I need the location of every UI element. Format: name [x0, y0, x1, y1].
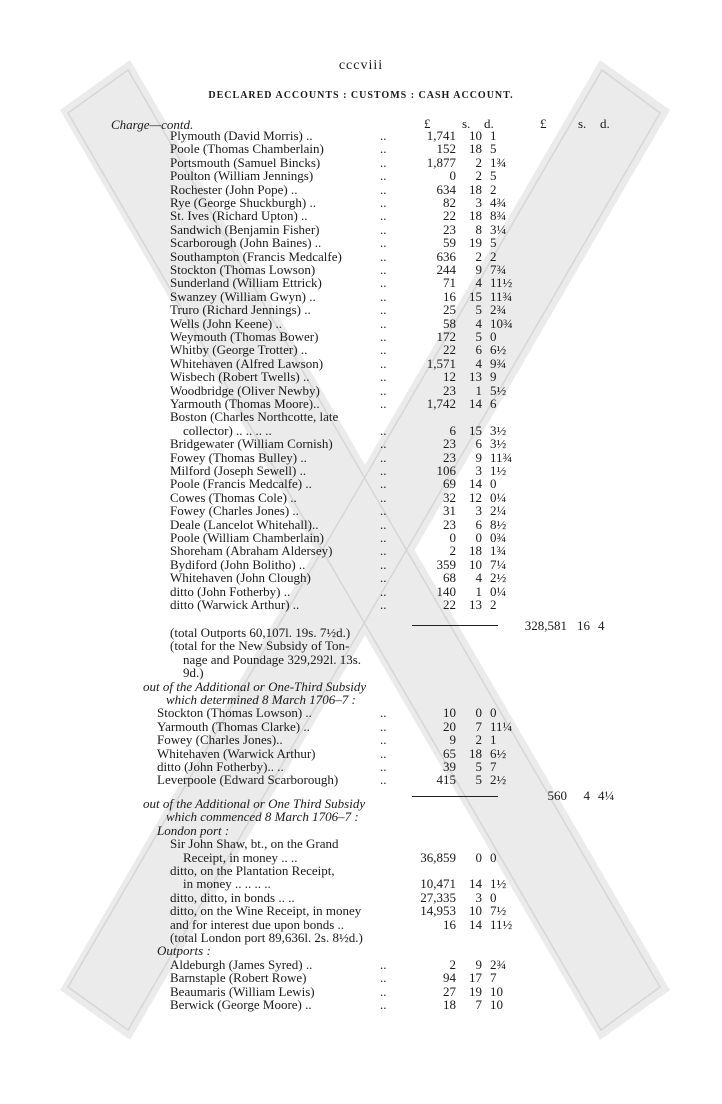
shillings-value: 13 [469, 369, 482, 385]
leader-dots: .. [380, 759, 387, 774]
entry-name: collector) .. .. .. .. [183, 422, 272, 438]
leader-dots: .. [380, 342, 387, 358]
entry-name: Leverpoole (Edward Scarborough) [157, 772, 339, 788]
pounds-value: 16 [443, 916, 456, 932]
pounds-value: 9 [449, 732, 456, 748]
leader-dots: .. [380, 556, 387, 572]
pence-value: 2¼ [490, 503, 507, 519]
pounds-value: 634 [436, 181, 456, 197]
shillings-value: 2 [475, 732, 482, 748]
entry-name: Barnstaple (Robert Rowe) [170, 970, 307, 986]
pence-value: 0 [490, 705, 497, 721]
leader-dots: .. [380, 516, 387, 532]
column-header-pence-total: d. [600, 116, 610, 131]
pence-value: 1¾ [490, 154, 507, 170]
pence-value: 5 [490, 141, 497, 157]
pounds-value: 140 [436, 583, 456, 599]
entry-name: in money .. .. .. .. [183, 876, 271, 892]
leader-dots: .. [380, 422, 387, 438]
pounds-value: 0 [449, 530, 456, 545]
leader-dots: .. [380, 530, 387, 545]
shillings-value: 0 [475, 705, 482, 721]
entry-name: Plymouth (David Morris) .. [170, 128, 313, 143]
entry-name: Wells (John Keene) .. [170, 315, 282, 331]
total-rule [412, 796, 498, 797]
pence-value: 2½ [490, 772, 507, 788]
entry-name: ditto, ditto, in bonds .. .. [170, 889, 295, 905]
section-heading: out of the Additional or One Third Subsidy [143, 796, 366, 811]
pence-value: 6 [490, 396, 497, 411]
pounds-value: 23 [443, 382, 456, 398]
shillings-value: 18 [469, 141, 482, 157]
leader-dots: .. [380, 956, 387, 972]
pounds-value: 18 [443, 997, 456, 1012]
pounds-value: 0 [449, 168, 456, 184]
total-note: (total London port 89,636l. 2s. 8½d.) [170, 930, 363, 945]
total-note: (total Outports 60,107l. 19s. 7½d.) [170, 625, 351, 640]
shillings-value: 3 [475, 889, 482, 905]
entry-name: ditto (John Fotherby) .. [170, 583, 291, 599]
pounds-value: 69 [443, 476, 456, 492]
pence-value: 2 [490, 181, 497, 197]
pounds-value: 68 [443, 570, 456, 586]
pounds-value: 27,335 [420, 889, 456, 905]
entry-name: Sunderland (William Ettrick) [170, 275, 322, 291]
pounds-value: 36,859 [420, 849, 456, 865]
pounds-value: 23 [443, 436, 456, 452]
pounds-value: 2 [449, 956, 456, 972]
column-header-shillings-total: s. [578, 116, 587, 131]
pence-value: 6½ [490, 745, 507, 761]
shillings-value: 5 [475, 302, 482, 318]
pounds-value: 22 [443, 342, 456, 358]
pence-value: 2¾ [490, 956, 507, 972]
shillings-value: 10 [469, 556, 482, 572]
entry-name: Milford (Joseph Sewell) .. [170, 463, 307, 478]
entry-name: Stockton (Thomas Lowson) .. [157, 705, 312, 721]
entry-name: Wisbech (Robert Twells) .. [170, 369, 310, 385]
entry-name: Poole (Francis Medcalfe) .. [170, 476, 312, 492]
leader-dots: .. [380, 355, 387, 371]
pounds-value: 71 [443, 275, 456, 291]
shillings-value: 7 [475, 718, 482, 734]
entry-name: Scarborough (John Baines) .. [170, 235, 322, 251]
shillings-value: 8 [475, 221, 482, 237]
shillings-value: 5 [475, 772, 482, 788]
total-note: 9d.) [183, 665, 204, 681]
shillings-value: 19 [469, 235, 482, 251]
leader-dots: .. [380, 396, 387, 411]
pence-value: 1½ [490, 876, 507, 892]
shillings-value: 4 [475, 315, 482, 331]
pounds-value: 23 [443, 516, 456, 532]
entry-name: Receipt, in money .. .. [183, 849, 298, 865]
pence-value: 9¾ [490, 355, 507, 371]
leader-dots: .. [380, 983, 387, 999]
leader-dots: .. [380, 489, 387, 505]
pounds-value: 2 [449, 543, 456, 559]
entry-name: St. Ives (Richard Upton) .. [170, 208, 308, 224]
entry-name: Rochester (John Pope) .. [170, 181, 298, 197]
leader-dots: .. [380, 262, 387, 277]
pence-value: 0 [490, 476, 497, 492]
pounds-value: 39 [443, 759, 456, 774]
entry-name: Whitehaven (John Clough) [170, 570, 311, 586]
shillings-value: 9 [475, 449, 482, 465]
pence-value: 1¾ [490, 543, 507, 559]
leader-dots: .. [380, 154, 387, 170]
leader-dots: .. [380, 583, 387, 599]
shillings-value: 1 [475, 583, 482, 599]
entry-name: Cowes (Thomas Cole) .. [170, 489, 297, 505]
leader-dots: .. [380, 195, 387, 210]
column-header-pounds-total: £ [540, 116, 547, 131]
shillings-value: 17 [469, 970, 482, 986]
entry-name: Whitehaven (Warwick Arthur) [157, 745, 316, 761]
pence-value: 10¾ [490, 315, 513, 331]
pence-value: 8¾ [490, 208, 507, 224]
pence-value: 0 [490, 889, 497, 905]
entry-name: ditto (John Fotherby).. .. [157, 759, 284, 774]
leader-dots: .. [380, 732, 387, 748]
pounds-value: 328,581 [524, 618, 567, 634]
pence-value: 7 [490, 970, 497, 986]
shillings-value: 4 [583, 787, 590, 803]
entry-name: Fowey (Charles Jones).. [157, 732, 283, 748]
entry-name: ditto (Warwick Arthur) .. [170, 597, 300, 612]
leader-dots: .. [380, 970, 387, 986]
pounds-value: 32 [443, 489, 456, 505]
pence-value: 5 [490, 235, 497, 251]
shillings-value: 13 [469, 597, 482, 612]
pounds-value: 1,742 [426, 396, 456, 411]
pence-value: 11¾ [490, 288, 513, 304]
entry-name: Southampton (Francis Medcalfe) [170, 248, 342, 264]
pounds-value: 106 [436, 463, 456, 478]
entry-name: ditto, on the Plantation Receipt, [170, 863, 335, 878]
shillings-value: 5 [475, 329, 482, 344]
entry-name: Poole (Thomas Chamberlain) [170, 141, 324, 157]
shillings-value: 10 [469, 128, 482, 143]
entry-name: Fowey (Thomas Bulley) .. [170, 449, 307, 465]
pence-value: 9 [490, 369, 497, 385]
pounds-value: 359 [436, 556, 456, 572]
page-number: cccviii [338, 58, 384, 73]
pence-value: 2 [490, 597, 497, 612]
pence-value: 3½ [490, 436, 507, 452]
pence-value: 11¼ [490, 718, 513, 734]
leader-dots: .. [380, 745, 387, 761]
pounds-value: 58 [443, 315, 456, 331]
pounds-value: 152 [436, 141, 456, 157]
pounds-value: 94 [443, 970, 456, 986]
shillings-value: 3 [475, 195, 482, 210]
pence-value: 11½ [490, 916, 513, 932]
entry-name: Weymouth (Thomas Bower) [170, 329, 319, 344]
entry-name: Bridgewater (William Cornish) [170, 436, 333, 452]
column-header-pence: d. [484, 116, 494, 131]
pence-value: 0¾ [490, 530, 507, 545]
shillings-value: 4 [475, 355, 482, 371]
pounds-value: 82 [443, 195, 456, 210]
entry-name: Sir John Shaw, bt., on the Grand [170, 836, 339, 852]
pence-value: 6½ [490, 342, 507, 358]
shillings-value: 9 [475, 262, 482, 277]
shillings-value: 18 [469, 543, 482, 559]
pence-value: 8½ [490, 516, 507, 532]
pounds-value: 10,471 [420, 876, 456, 892]
shillings-value: 15 [469, 288, 482, 304]
pence-value: 1 [490, 732, 497, 748]
entry-name: Boston (Charles Northcotte, late [170, 409, 339, 425]
section-heading: which commenced 8 March 1706–7 : [166, 809, 359, 825]
shillings-value: 0 [475, 849, 482, 865]
pence-value: 0¼ [490, 489, 507, 505]
leader-dots: .. [380, 718, 387, 734]
pence-value: 0 [490, 329, 497, 344]
shillings-value: 4 [475, 570, 482, 586]
pounds-value: 23 [443, 449, 456, 465]
entry-name: and for interest due upon bonds .. [170, 916, 345, 932]
entry-name: Swanzey (William Gwyn) .. [170, 288, 316, 304]
shillings-value: 2 [475, 168, 482, 184]
shillings-value: 6 [475, 342, 482, 358]
entry-name: Rye (George Shuckburgh) .. [170, 195, 316, 210]
leader-dots: .. [380, 369, 387, 385]
leader-dots: .. [380, 221, 387, 237]
leader-dots: .. [380, 772, 387, 788]
pence-value: 2¾ [490, 302, 507, 318]
pence-value: 7½ [490, 903, 507, 919]
pounds-value: 1,741 [426, 128, 456, 143]
pounds-value: 172 [436, 329, 456, 344]
leader-dots: .. [380, 543, 387, 559]
pence-value: 4¼ [598, 787, 615, 803]
leader-dots: .. [380, 315, 387, 331]
pounds-value: 31 [443, 503, 456, 519]
leader-dots: .. [380, 248, 387, 264]
shillings-value: 18 [469, 208, 482, 224]
pounds-value: 65 [443, 745, 456, 761]
leader-dots: .. [380, 503, 387, 519]
entry-name: Sandwich (Benjamin Fisher) [170, 221, 320, 237]
leader-dots: .. [380, 329, 387, 344]
pence-value: 7 [490, 759, 497, 774]
shillings-value: 6 [475, 436, 482, 452]
pence-value: 2½ [490, 570, 507, 586]
entry-name: Yarmouth (Thomas Moore).. [170, 396, 320, 411]
shillings-value: 0 [475, 530, 482, 545]
leader-dots: .. [380, 275, 387, 291]
entry-name: Portsmouth (Samuel Bincks) [170, 154, 321, 170]
entry-name: Beaumaris (William Lewis) [170, 983, 315, 999]
shillings-value: 10 [469, 903, 482, 919]
shillings-value: 7 [475, 997, 482, 1012]
leader-dots: .. [380, 997, 387, 1012]
section-heading: Outports : [157, 943, 211, 959]
leader-dots: .. [380, 570, 387, 586]
shillings-value: 16 [577, 618, 590, 634]
pence-value: 7¾ [490, 262, 507, 277]
entry-name: Truro (Richard Jennings) .. [170, 302, 311, 318]
column-header-pounds: £ [424, 116, 431, 131]
leader-dots: .. [380, 181, 387, 197]
pence-value: 11½ [490, 275, 513, 291]
shillings-value: 15 [469, 422, 482, 438]
shillings-value: 4 [475, 275, 482, 291]
pounds-value: 59 [443, 235, 456, 251]
shillings-value: 14 [469, 876, 482, 892]
pence-value: 0¼ [490, 583, 507, 599]
leader-dots: .. [380, 302, 387, 318]
pence-value: 3¼ [490, 221, 507, 237]
shillings-value: 18 [469, 745, 482, 761]
pounds-value: 636 [436, 248, 456, 264]
entry-name: Aldeburgh (James Syred) .. [170, 956, 313, 972]
column-header-shillings: s. [462, 116, 471, 131]
total-rule [412, 625, 498, 626]
pounds-value: 23 [443, 221, 456, 237]
running-header: DECLARED ACCOUNTS : CUSTOMS : CASH ACCOUNT. [208, 90, 514, 101]
section-heading: Charge—contd. [111, 117, 194, 132]
entry-name: Whitby (George Trotter) .. [170, 342, 308, 358]
pence-value: 7¼ [490, 556, 507, 572]
pence-value: 10 [490, 997, 503, 1012]
pence-value: 11¾ [490, 449, 513, 465]
shillings-value: 2 [475, 154, 482, 170]
entry-name: Whitehaven (Alfred Lawson) [170, 355, 324, 371]
entry-name: Fowey (Charles Jones) .. [170, 503, 299, 519]
shillings-value: 14 [469, 476, 482, 492]
shillings-value: 2 [475, 248, 482, 264]
leader-dots: .. [380, 476, 387, 492]
pence-value: 4¾ [490, 195, 507, 210]
pounds-value: 20 [443, 718, 456, 734]
leader-dots: .. [380, 141, 387, 157]
pounds-value: 12 [443, 369, 456, 385]
leader-dots: .. [380, 463, 387, 478]
shillings-value: 5 [475, 759, 482, 774]
leader-dots: .. [380, 208, 387, 224]
pounds-value: 6 [449, 422, 456, 438]
entry-name: Poulton (William Jennings) [170, 168, 314, 184]
pounds-value: 25 [443, 302, 456, 318]
leader-dots: .. [380, 382, 387, 398]
pounds-value: 22 [443, 597, 456, 612]
pence-value: 0 [490, 849, 497, 865]
pence-value: 2 [490, 248, 497, 264]
pence-value: 3½ [490, 422, 507, 438]
pence-value: 10 [490, 983, 503, 999]
leader-dots: .. [380, 705, 387, 721]
pence-value: 1 [490, 128, 497, 143]
leader-dots: .. [380, 288, 387, 304]
leader-dots: .. [380, 128, 387, 143]
entry-name: Woodbridge (Oliver Newby) [170, 382, 320, 398]
leader-dots: .. [380, 597, 387, 612]
pounds-value: 1,877 [426, 154, 456, 170]
pounds-value: 27 [443, 983, 456, 999]
pounds-value: 1,571 [426, 355, 456, 371]
shillings-value: 19 [469, 983, 482, 999]
entry-name: ditto, on the Wine Receipt, in money [170, 903, 362, 919]
section-heading: which determined 8 March 1706–7 : [166, 692, 356, 707]
pence-value: 4 [598, 618, 605, 634]
pounds-value: 16 [443, 288, 456, 304]
total-note: (total for the New Subsidy of Ton- [170, 638, 350, 654]
shillings-value: 18 [469, 181, 482, 197]
leader-dots: .. [380, 235, 387, 251]
pounds-value: 10 [443, 705, 456, 721]
shillings-value: 3 [475, 463, 482, 478]
shillings-value: 14 [469, 916, 482, 932]
section-heading: London port : [157, 822, 230, 838]
shillings-value: 12 [469, 489, 482, 505]
entry-name: Shoreham (Abraham Aldersey) [170, 543, 333, 559]
entry-name: Deale (Lancelot Whitehall).. [170, 516, 319, 532]
pounds-value: 244 [436, 262, 456, 277]
leader-dots: .. [380, 449, 387, 465]
leader-dots: .. [380, 436, 387, 452]
entry-name: Stockton (Thomas Lowson) [170, 262, 316, 277]
entry-name: Bydiford (John Bolitho) .. [170, 556, 306, 572]
entry-name: Poole (William Chamberlain) [170, 530, 324, 545]
pounds-value: 14,953 [420, 903, 456, 919]
entry-name: Yarmouth (Thomas Clarke) .. [157, 718, 310, 734]
entry-name: Berwick (George Moore) .. [170, 997, 312, 1012]
leader-dots: .. [380, 168, 387, 184]
pence-value: 1½ [490, 463, 507, 478]
pence-value: 5½ [490, 382, 507, 398]
total-note: nage and Poundage 329,292l. 13s. [183, 651, 362, 667]
pounds-value: 22 [443, 208, 456, 224]
pounds-value: 415 [436, 772, 456, 788]
shillings-value: 1 [475, 382, 482, 398]
pence-value: 5 [490, 168, 497, 184]
section-heading: out of the Additional or One-Third Subsidy [143, 678, 367, 694]
shillings-value: 3 [475, 503, 482, 519]
pounds-value: 560 [547, 787, 567, 803]
shillings-value: 9 [475, 956, 482, 972]
shillings-value: 14 [469, 396, 482, 411]
shillings-value: 6 [475, 516, 482, 532]
